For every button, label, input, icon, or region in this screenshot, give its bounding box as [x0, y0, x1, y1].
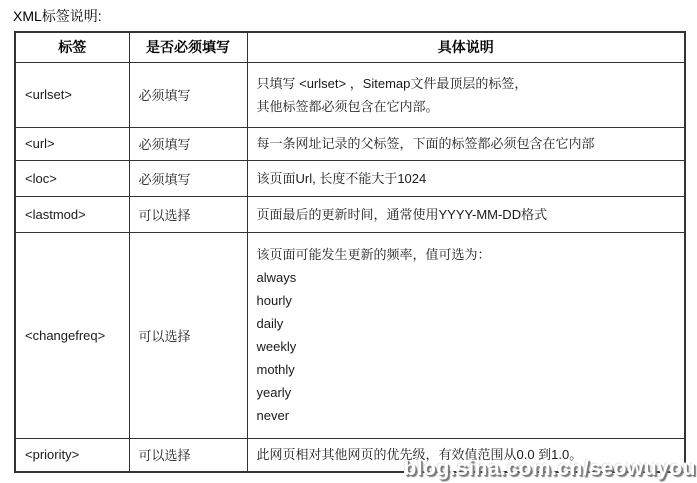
required-cell: 必须填写 — [129, 62, 247, 127]
tag-cell: <changefreq> — [15, 232, 129, 438]
description-cell — [247, 127, 685, 160]
page-title: XML标签说明: — [13, 8, 102, 24]
description-cell — [247, 62, 685, 127]
description-line: yearly — [256, 385, 292, 400]
description-line: hourly — [256, 293, 292, 308]
description-line: 该页面可能发生更新的频率，值可选为： — [256, 247, 491, 262]
required-cell: 可以选择 — [129, 438, 247, 472]
required-cell: 可以选择 — [129, 232, 247, 438]
tag-cell: <url> — [15, 127, 129, 160]
required-cell: 可以选择 — [129, 196, 247, 232]
table-row-lastmod — [15, 196, 685, 232]
description-line: 该页面Url, 长度不能大于1024 — [256, 170, 427, 186]
required-cell: 必须填写 — [129, 160, 247, 196]
column-header-tag: 标签 — [15, 32, 129, 62]
description-line: 只填写 <urlset> ，Sitemap文件最顶层的标签， — [256, 75, 528, 91]
description-line: daily — [256, 316, 284, 331]
description-line: 每一条网址记录的父标签，下面的标签都必须包含在它内部 — [256, 136, 595, 151]
column-header-required: 是否必须填写 — [129, 32, 247, 62]
table-row-changefreq — [15, 232, 685, 438]
description-line: mothly — [256, 362, 295, 377]
description-cell — [247, 196, 685, 232]
description-line: 页面最后的更新时间，通常使用YYYY-MM-DD格式 — [256, 206, 548, 222]
description-cell — [247, 160, 685, 196]
description-cell — [247, 232, 685, 438]
table-row-url — [15, 127, 685, 160]
required-cell: 必须填写 — [129, 127, 247, 160]
description-line: never — [256, 408, 290, 423]
description-line: 其他标签都必须包含在它内部。 — [256, 98, 439, 114]
column-header-description: 具体说明 — [247, 32, 685, 62]
xml-tag-table — [14, 31, 686, 473]
blog-watermark: blog.sina.com.cn/seowuyou — [403, 457, 696, 480]
description-line: weekly — [256, 339, 297, 354]
tag-cell: <loc> — [15, 160, 129, 196]
table-row-urlset — [15, 62, 685, 127]
table-row-loc — [15, 160, 685, 196]
description-line: 此网页相对其他网页的优先级，有效值范围从0.0 到1.0。 — [256, 447, 583, 463]
tag-cell: <priority> — [15, 438, 129, 472]
description-line: always — [256, 270, 297, 285]
tag-cell: <urlset> — [15, 62, 129, 127]
table-header-row — [15, 32, 685, 62]
tag-cell: <lastmod> — [15, 196, 129, 232]
